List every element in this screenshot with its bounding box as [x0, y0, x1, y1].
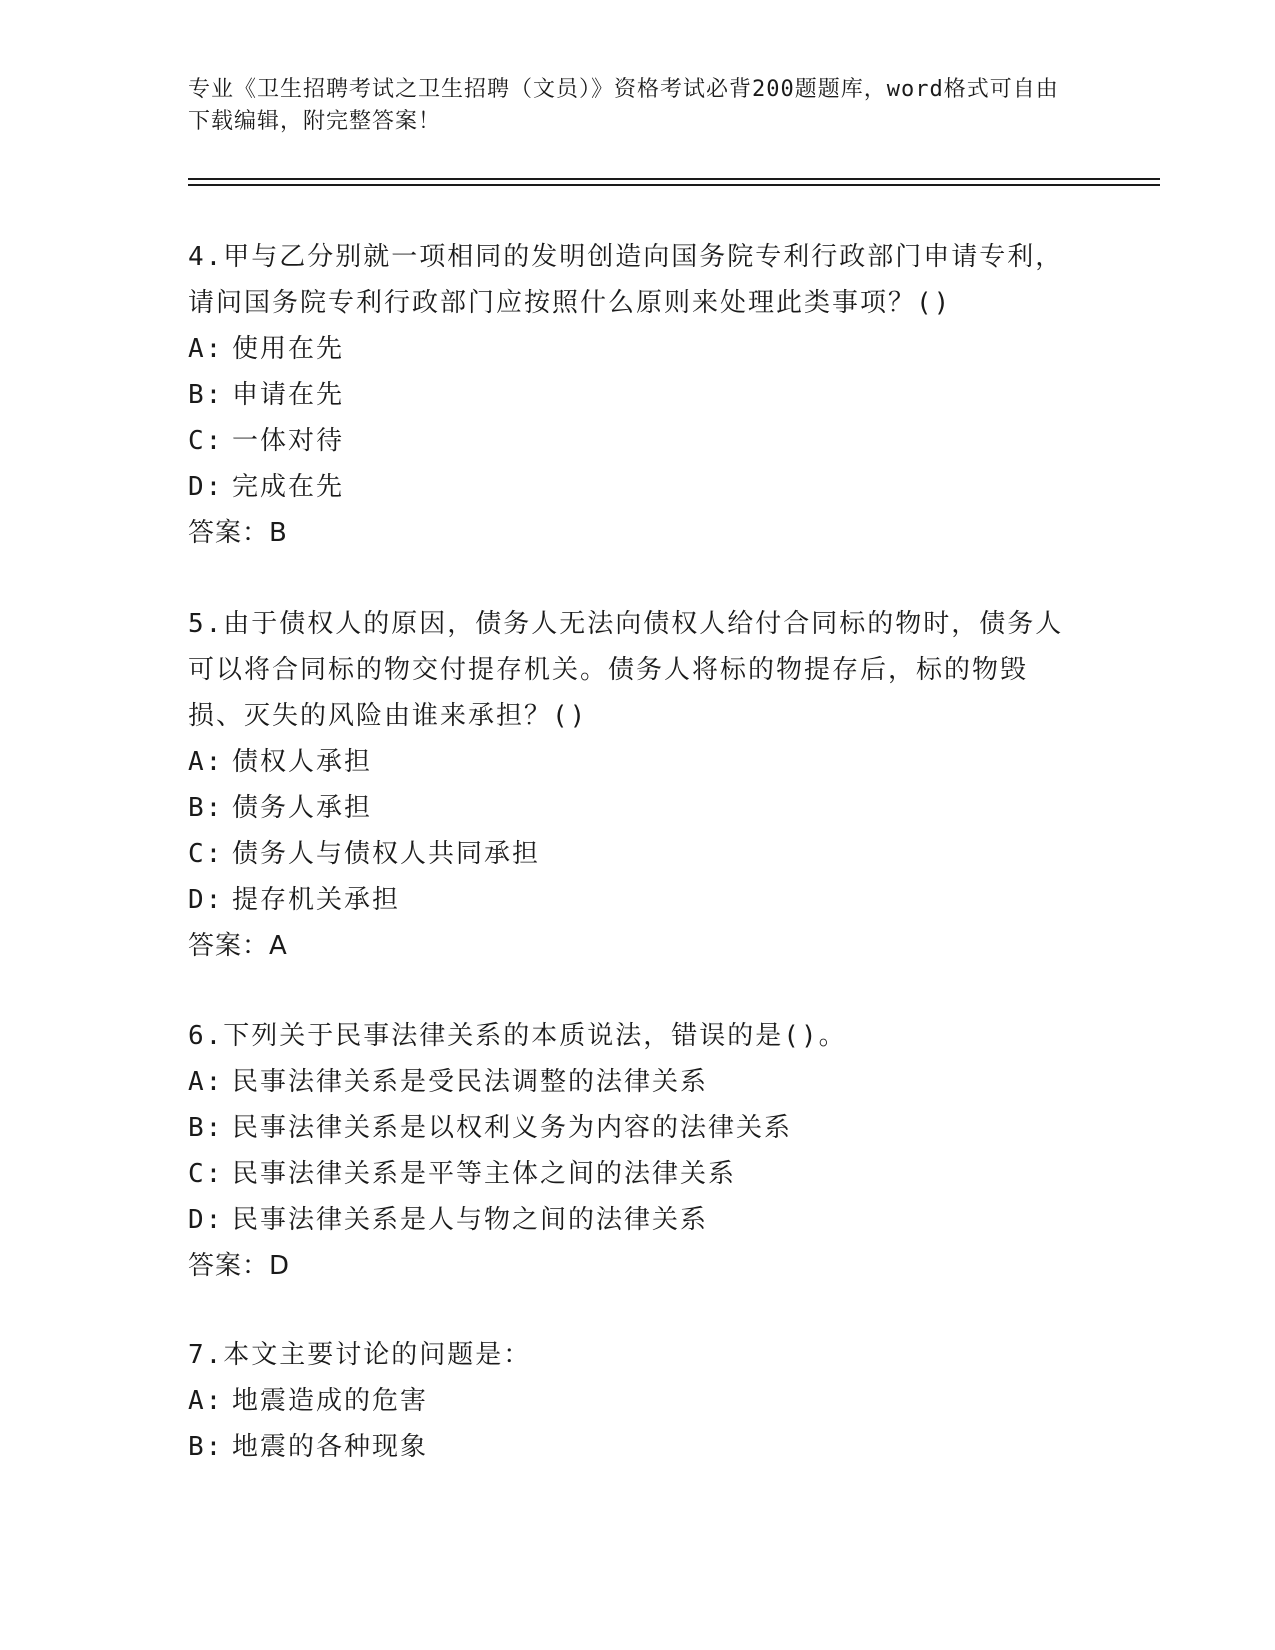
option-letter: A:	[188, 1067, 224, 1097]
question-block	[188, 1013, 1068, 1289]
option-c	[188, 1151, 1068, 1197]
option-text: 地震的各种现象	[232, 1432, 429, 1462]
option-text: 一体对待	[232, 426, 345, 456]
option-letter: A:	[188, 1386, 224, 1416]
option-d	[188, 1197, 1068, 1243]
option-text: 债务人承担	[232, 793, 373, 823]
answer-line: 答案：A	[188, 931, 288, 961]
option-text: 完成在先	[232, 472, 345, 502]
option-letter: D:	[188, 1205, 224, 1235]
question-block	[188, 234, 1068, 556]
option-text: 地震造成的危害	[232, 1386, 429, 1416]
question-block	[188, 601, 1068, 969]
question-text: 5.由于债权人的原因，债务人无法向债权人给付合同标的物时，债务人可以将合同标的物交付提存机关。债务人将标的物提存后，标的物毁损、灭失的风险由谁来承担？()	[188, 609, 1064, 731]
option-letter: D:	[188, 472, 224, 502]
option-letter: A:	[188, 747, 224, 777]
answer-line: 答案：B	[188, 518, 288, 548]
option-a	[188, 1059, 1068, 1105]
option-c	[188, 831, 1068, 877]
header-divider-top	[188, 178, 1160, 180]
option-d	[188, 464, 1068, 510]
option-text: 使用在先	[232, 334, 345, 364]
question-text: 4.甲与乙分别就一项相同的发明创造向国务院专利行政部门申请专利，请问国务院专利行政部门应按照什么原则来处理此类事项？()	[188, 242, 1064, 318]
question-text: 6.下列关于民事法律关系的本质说法，错误的是()。	[188, 1021, 847, 1051]
option-letter: C:	[188, 426, 224, 456]
answer-line: 答案：D	[188, 1251, 291, 1281]
option-letter: B:	[188, 380, 224, 410]
option-text: 申请在先	[232, 380, 345, 410]
option-b	[188, 1424, 1068, 1470]
document-header	[188, 74, 1068, 138]
option-b	[188, 785, 1068, 831]
question-text: 7.本文主要讨论的问题是：	[188, 1340, 532, 1370]
option-letter: D:	[188, 885, 224, 915]
option-text: 民事法律关系是受民法调整的法律关系	[232, 1067, 709, 1097]
option-text: 民事法律关系是以权利义务为内容的法律关系	[232, 1113, 793, 1143]
header-divider-bottom	[188, 184, 1160, 186]
option-text: 债权人承担	[232, 747, 373, 777]
option-letter: B:	[188, 1113, 224, 1143]
option-letter: B:	[188, 793, 224, 823]
option-c	[188, 418, 1068, 464]
header-text: 专业《卫生招聘考试之卫生招聘（文员）》资格考试必背200题题库，word格式可自由下载编辑，附完整答案！	[188, 77, 1059, 134]
option-a	[188, 326, 1068, 372]
option-a	[188, 739, 1068, 785]
option-text: 债务人与债权人共同承担	[232, 839, 541, 869]
option-letter: A:	[188, 334, 224, 364]
option-letter: C:	[188, 1159, 224, 1189]
option-text: 民事法律关系是人与物之间的法律关系	[232, 1205, 709, 1235]
option-a	[188, 1378, 1068, 1424]
option-letter: B:	[188, 1432, 224, 1462]
option-d	[188, 877, 1068, 923]
option-text: 民事法律关系是平等主体之间的法律关系	[232, 1159, 737, 1189]
option-text: 提存机关承担	[232, 885, 401, 915]
question-block	[188, 1332, 1068, 1470]
option-letter: C:	[188, 839, 224, 869]
option-b	[188, 1105, 1068, 1151]
option-b	[188, 372, 1068, 418]
